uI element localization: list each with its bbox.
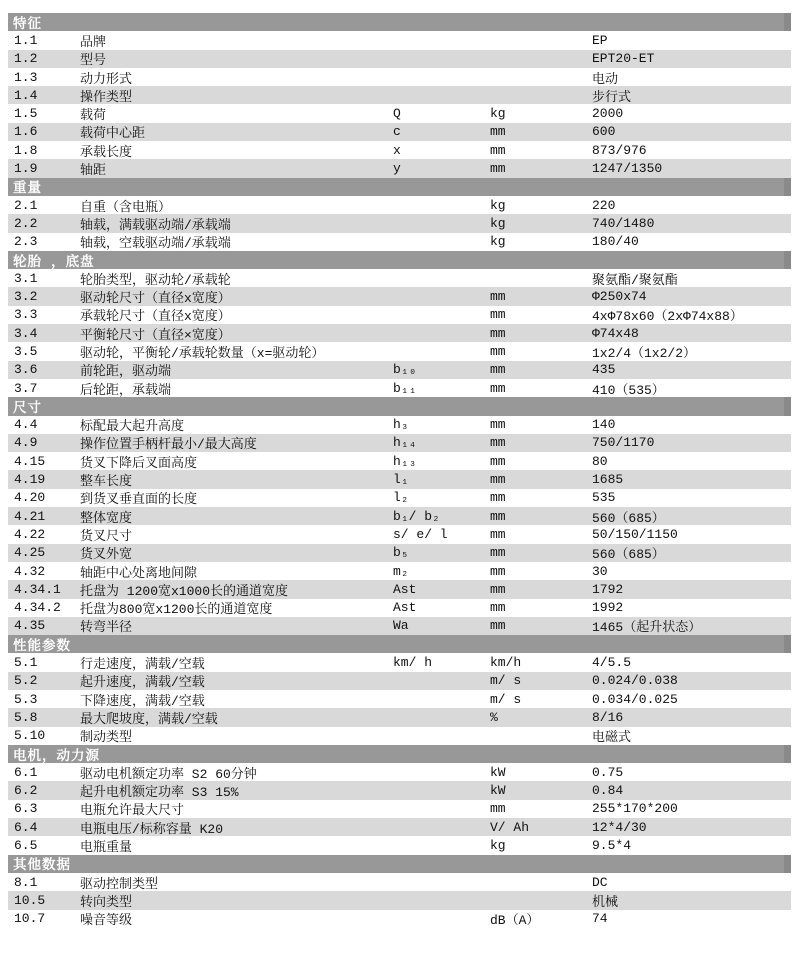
row-label: 驱动轮，平衡轮/承载轮数量（x=驱动轮） [80, 346, 325, 361]
row-unit: mm [490, 526, 506, 542]
row-code: 10.5 [14, 892, 46, 908]
row-label: 起升电机额定功率 S3 15% [80, 785, 239, 801]
row-code: 3.4 [14, 325, 38, 341]
row-unit: mm [490, 545, 506, 561]
row-label: 驱动电机额定功率 S2 60分钟 [80, 766, 257, 782]
row-value: 1685 [592, 472, 624, 488]
row-code: 3.5 [14, 343, 38, 359]
section-header [8, 251, 791, 269]
section-header [8, 178, 791, 196]
row-unit: mm [490, 801, 506, 817]
row-label: 载荷 [80, 108, 107, 124]
row-unit: mm [490, 343, 506, 359]
row-code: 4.21 [14, 508, 46, 524]
spec-row [8, 489, 791, 507]
row-value: DC [592, 874, 608, 890]
row-code: 4.34.2 [14, 600, 61, 616]
row-code: 6.2 [14, 783, 38, 799]
row-value: 9.5*4 [592, 838, 632, 853]
spec-row [8, 50, 791, 68]
row-label: 货叉外宽 [80, 547, 133, 563]
row-code: 2.2 [14, 215, 38, 231]
spec-row [8, 836, 791, 854]
row-code: 3.7 [14, 380, 38, 396]
row-value: 74 [592, 911, 608, 927]
spec-row [8, 525, 791, 543]
row-unit: mm [490, 362, 506, 378]
row-unit: mm [490, 453, 506, 469]
section-header [8, 855, 791, 873]
row-unit: kg [490, 197, 506, 213]
row-value: 740/1480 [592, 215, 655, 231]
spec-row [8, 123, 791, 141]
section-title: 尺寸 [13, 401, 42, 417]
row-label: 电瓶重量 [80, 840, 133, 856]
row-value: 0.75 [592, 764, 624, 780]
spec-row [8, 873, 791, 891]
row-label: 前轮距，驱动端 [80, 364, 172, 380]
section-title: 特征 [13, 17, 42, 33]
spec-row [8, 672, 791, 690]
section-header [8, 397, 791, 415]
row-label: 轴载，满载驱动端/承载端 [80, 217, 231, 233]
row-code: 4.15 [14, 453, 46, 469]
row-value: 600 [592, 124, 616, 140]
row-unit: mm [490, 490, 506, 506]
row-value: 0.84 [592, 783, 624, 799]
row-value: Φ74x48 [592, 325, 639, 341]
spec-row [8, 580, 791, 598]
row-value: 4/5.5 [592, 655, 632, 671]
row-symbol: km/ h [393, 655, 433, 671]
row-value: 机械 [592, 894, 619, 910]
spec-row [8, 287, 791, 305]
row-label: 货叉下降后叉面高度 [80, 455, 198, 471]
row-unit: mm [490, 161, 506, 177]
row-code: 4.22 [14, 526, 46, 542]
row-value: 30 [592, 563, 608, 579]
row-code: 1.8 [14, 142, 38, 158]
row-label: 下降速度，满载/空载 [80, 693, 205, 709]
row-unit: mm [490, 380, 506, 396]
row-code: 1.2 [14, 51, 38, 67]
row-label: 整车长度 [80, 474, 133, 490]
row-value: 电磁式 [592, 730, 632, 746]
row-label: 电瓶允许最大尺寸 [80, 803, 185, 819]
row-unit: mm [490, 289, 506, 305]
spec-row [8, 141, 791, 159]
row-code: 3.1 [14, 270, 38, 286]
row-label: 操作位置手柄杆最小/最大高度 [80, 437, 257, 453]
row-value: 电动 [592, 71, 619, 87]
spec-row [8, 544, 791, 562]
row-code: 6.3 [14, 801, 38, 817]
row-label: 承载长度 [80, 144, 133, 160]
row-code: 4.25 [14, 545, 46, 561]
row-unit: mm [490, 600, 506, 616]
row-symbol: b₁₀ [393, 362, 417, 378]
row-label: 型号 [80, 53, 107, 69]
row-unit: mm [490, 435, 506, 451]
row-symbol: y [393, 161, 401, 177]
row-unit: dB（A） [490, 913, 540, 929]
row-unit: mm [490, 618, 506, 634]
row-value: 12*4/30 [592, 819, 647, 835]
row-code: 6.1 [14, 764, 38, 780]
row-symbol: m₂ [393, 563, 409, 579]
row-unit: mm [490, 124, 506, 140]
row-value: 1792 [592, 581, 624, 597]
spec-row [8, 324, 791, 342]
row-symbol: l₁ [393, 472, 409, 488]
row-label: 转向类型 [80, 894, 133, 910]
row-unit: V/ Ah [490, 819, 530, 835]
spec-row [8, 416, 791, 434]
row-code: 1.5 [14, 106, 38, 122]
spec-row [8, 86, 791, 104]
row-symbol: Ast [393, 600, 417, 616]
spec-row [8, 31, 791, 49]
spec-row [8, 781, 791, 799]
spec-row [8, 653, 791, 671]
row-unit: m/ s [490, 673, 522, 689]
row-label: 转弯半径 [80, 620, 133, 636]
row-label: 品牌 [80, 34, 107, 50]
row-code: 4.19 [14, 472, 46, 488]
spec-row [8, 214, 791, 232]
row-value: 4xΦ78x60（2xΦ74x88） [592, 309, 743, 325]
section-title: 其他数据 [13, 859, 71, 875]
spec-row [8, 599, 791, 617]
section-title: 轮胎 ，底盘 [13, 255, 95, 271]
row-label: 起升速度，满载/空载 [80, 675, 205, 691]
spec-row [8, 306, 791, 324]
row-value: 步行式 [592, 89, 632, 105]
row-unit: % [490, 709, 498, 725]
section-header [8, 635, 791, 653]
row-symbol: x [393, 142, 401, 158]
row-value: 1x2/4（1x2/2） [592, 346, 697, 361]
row-label: 操作类型 [80, 89, 133, 105]
row-value: 220 [592, 197, 616, 213]
row-code: 3.2 [14, 289, 38, 305]
spec-row [8, 233, 791, 251]
row-value: 255*170*200 [592, 801, 678, 817]
row-code: 1.9 [14, 161, 38, 177]
row-unit: mm [490, 508, 506, 524]
row-value: 0.024/0.038 [592, 673, 678, 689]
row-code: 10.7 [14, 911, 46, 927]
row-code: 4.35 [14, 618, 46, 634]
spec-row [8, 617, 791, 635]
row-label: 最大爬坡度，满载/空载 [80, 711, 218, 727]
row-symbol: s/ e/ l [393, 526, 448, 542]
row-label: 电瓶电压/标称容量 K20 [80, 821, 224, 837]
spec-row [8, 68, 791, 86]
row-label: 轴载，空载驱动端/承载端 [80, 236, 231, 252]
row-unit: kg [490, 838, 506, 853]
row-label: 托盘为800宽x1200长的通道宽度 [80, 602, 273, 618]
row-label: 轮胎类型，驱动轮/承载轮 [80, 272, 231, 288]
section-title: 性能参数 [13, 639, 71, 655]
row-value: Φ250x74 [592, 289, 647, 305]
spec-table [8, 13, 791, 928]
row-unit: mm [490, 325, 506, 341]
spec-row [8, 708, 791, 726]
section-header [8, 13, 791, 31]
row-label: 噪音等级 [80, 913, 133, 929]
row-value: EPT20-ET [592, 51, 655, 67]
row-unit: mm [490, 142, 506, 158]
spec-row [8, 434, 791, 452]
spec-row [8, 470, 791, 488]
row-label: 载荷中心距 [80, 126, 146, 142]
row-label: 托盘为 1200宽x1000长的通道宽度 [80, 583, 289, 599]
row-value: 535 [592, 490, 616, 506]
row-unit: m/ s [490, 691, 522, 707]
row-label: 动力形式 [80, 71, 133, 87]
row-value: 560（685） [592, 510, 665, 526]
row-label: 驱动控制类型 [80, 876, 159, 892]
row-unit: mm [490, 581, 506, 597]
row-value: 180/40 [592, 234, 639, 250]
row-value: 435 [592, 362, 616, 378]
row-code: 5.1 [14, 655, 38, 671]
row-unit: mm [490, 417, 506, 433]
row-code: 1.4 [14, 87, 38, 103]
row-value: 50/150/1150 [592, 526, 678, 542]
row-label: 到货叉垂直面的长度 [80, 492, 198, 508]
row-symbol: Ast [393, 581, 417, 597]
row-code: 5.8 [14, 709, 38, 725]
row-unit: kg [490, 106, 506, 122]
row-label: 标配最大起升高度 [80, 419, 185, 435]
spec-row [8, 562, 791, 580]
spec-row [8, 361, 791, 379]
row-label: 制动类型 [80, 730, 133, 746]
spec-row [8, 452, 791, 470]
spec-row [8, 104, 791, 122]
row-code: 2.3 [14, 234, 38, 250]
spec-row [8, 379, 791, 397]
row-value: 873/976 [592, 142, 647, 158]
row-symbol: Q [393, 106, 401, 122]
row-code: 4.32 [14, 563, 46, 579]
row-label: 整体宽度 [80, 510, 133, 526]
row-unit: km/h [490, 655, 522, 671]
spec-row [8, 727, 791, 745]
row-symbol: h₁₃ [393, 453, 417, 469]
spec-row [8, 159, 791, 177]
row-code: 5.10 [14, 728, 46, 744]
row-code: 4.20 [14, 490, 46, 506]
row-label: 轴距中心处离地间隙 [80, 565, 198, 581]
spec-row [8, 763, 791, 781]
spec-row [8, 342, 791, 360]
row-value: 0.034/0.025 [592, 691, 678, 707]
row-label: 承载轮尺寸（直径x宽度） [80, 309, 231, 325]
spec-row [8, 800, 791, 818]
row-symbol: h₃ [393, 417, 409, 433]
row-value: 聚氨酯/聚氨酯 [592, 272, 678, 288]
row-value: 140 [592, 417, 616, 433]
section-header [8, 745, 791, 763]
row-code: 6.5 [14, 838, 38, 853]
row-code: 4.34.1 [14, 581, 61, 597]
row-value: EP [592, 32, 608, 48]
row-unit: kg [490, 215, 506, 231]
row-unit: mm [490, 472, 506, 488]
row-code: 8.1 [14, 874, 38, 890]
row-label: 货叉尺寸 [80, 528, 133, 544]
row-label: 平衡轮尺寸（直径×宽度） [80, 327, 231, 343]
row-unit: kg [490, 234, 506, 250]
row-label: 行走速度，满载/空载 [80, 657, 205, 673]
row-value: 1465（起升状态） [592, 620, 702, 636]
row-code: 4.9 [14, 435, 38, 451]
spec-row [8, 891, 791, 909]
row-unit: kW [490, 764, 506, 780]
row-unit: mm [490, 563, 506, 579]
row-label: 轴距 [80, 163, 107, 179]
row-value: 750/1170 [592, 435, 655, 451]
row-symbol: h₁₄ [393, 435, 417, 451]
spec-row [8, 690, 791, 708]
spec-row [8, 269, 791, 287]
row-code: 4.4 [14, 417, 38, 433]
section-title: 电机，动力源 [13, 749, 100, 765]
row-value: 410（535） [592, 382, 665, 398]
row-label: 自重（含电瓶） [80, 199, 172, 215]
row-code: 1.3 [14, 69, 38, 85]
row-code: 1.6 [14, 124, 38, 140]
row-symbol: l₂ [393, 490, 409, 506]
row-label: 驱动轮尺寸（直径x宽度） [80, 291, 231, 307]
spec-row [8, 818, 791, 836]
row-symbol: Wa [393, 618, 409, 634]
row-code: 5.2 [14, 673, 38, 689]
row-symbol: b₁/ b₂ [393, 508, 440, 524]
row-code: 5.3 [14, 691, 38, 707]
row-value: 8/16 [592, 709, 624, 725]
row-value: 560（685） [592, 547, 665, 563]
spec-row [8, 910, 791, 928]
row-value: 2000 [592, 106, 624, 122]
row-unit: kW [490, 783, 506, 799]
spec-row [8, 507, 791, 525]
section-title: 重量 [13, 182, 42, 198]
row-code: 3.3 [14, 307, 38, 323]
row-value: 80 [592, 453, 608, 469]
row-symbol: c [393, 124, 401, 140]
row-code: 1.1 [14, 32, 38, 48]
row-value: 1247/1350 [592, 161, 663, 177]
row-value: 1992 [592, 600, 624, 616]
row-code: 6.4 [14, 819, 38, 835]
row-code: 2.1 [14, 197, 38, 213]
row-code: 3.6 [14, 362, 38, 378]
row-symbol: b₁₁ [393, 380, 417, 396]
row-unit: mm [490, 307, 506, 323]
row-label: 后轮距，承载端 [80, 382, 172, 398]
row-symbol: b₅ [393, 545, 409, 561]
spec-row [8, 196, 791, 214]
